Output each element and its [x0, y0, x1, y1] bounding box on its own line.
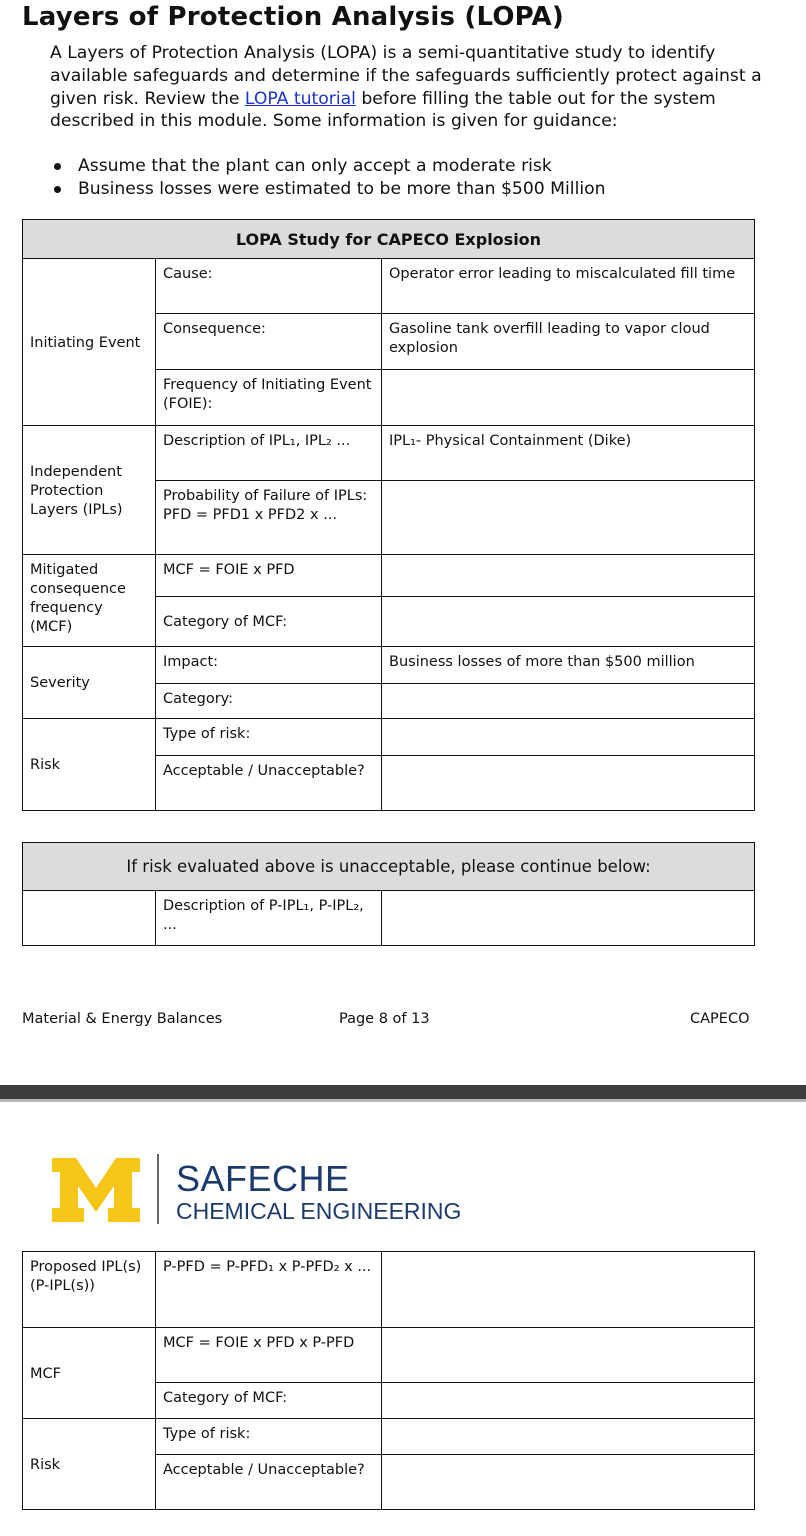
- document-page-2: [0, 1102, 806, 1536]
- risk-type-value[interactable]: [382, 719, 755, 756]
- mcf-value-2[interactable]: [382, 1328, 755, 1383]
- ppfd-formula: P-PFD = P-PFD₁ x P-PFD₂ x ...: [156, 1252, 382, 1328]
- consequence-value[interactable]: Gasoline tank overfill leading to vapor cloud explosion: [382, 314, 755, 370]
- logo-title: SAFECHE: [176, 1158, 350, 1199]
- table-header: LOPA Study for CAPECO Explosion: [23, 220, 755, 259]
- logo-subtitle: CHEMICAL ENGINEERING: [176, 1198, 462, 1224]
- category-label: Category:: [156, 684, 382, 719]
- category-value[interactable]: [382, 684, 755, 719]
- page-title: Layers of Protection Analysis (LOPA): [22, 2, 564, 32]
- mcf-category-label: Category of MCF:: [156, 597, 382, 647]
- foie-value[interactable]: [382, 370, 755, 426]
- mcf-category-value[interactable]: [382, 597, 755, 647]
- footer-left: Material & Energy Balances: [22, 1011, 223, 1027]
- acceptable-label: Acceptable / Unacceptable?: [156, 756, 382, 811]
- initiating-event-label: Initiating Event: [23, 259, 156, 426]
- guidance-list: [50, 155, 606, 201]
- ipl-description-value[interactable]: IPL₁- Physical Containment (Dike): [382, 426, 755, 481]
- block-m-logo-icon: [52, 1158, 140, 1222]
- empty-cell: [23, 891, 156, 946]
- pipl-group-label: Proposed IPL(s) (P-IPL(s)): [23, 1252, 156, 1328]
- mcf-formula-2: MCF = FOIE x PFD x P-PFD: [156, 1328, 382, 1383]
- mcf-group-label: Mitigated consequence frequency (MCF): [23, 555, 156, 647]
- footer-page-number: Page 8 of 13: [339, 1011, 430, 1027]
- unacceptable-risk-table: [22, 842, 755, 946]
- acceptable-value[interactable]: [382, 756, 755, 811]
- ppfd-value[interactable]: [382, 1252, 755, 1328]
- intro-paragraph: [50, 42, 770, 133]
- ipl-description-label: Description of IPL₁, IPL₂ ...: [156, 426, 382, 481]
- severity-group-label: Severity: [23, 647, 156, 719]
- risk-group-label: Risk: [23, 719, 156, 811]
- list-item: Assume that the plant can only accept a moderate risk: [50, 155, 606, 178]
- mcf-category-value-2[interactable]: [382, 1383, 755, 1419]
- impact-label: Impact:: [156, 647, 382, 684]
- pfd-label: [156, 481, 382, 555]
- cause-label: Cause:: [156, 259, 382, 314]
- pipl-description-label: Description of P-IPL₁, P-IPL₂, ...: [156, 891, 382, 946]
- mcf-formula: MCF = FOIE x PFD: [156, 555, 382, 597]
- consequence-label: Consequence:: [156, 314, 382, 370]
- intro-text: A Layers of Protection Analysis (LOPA) is a semi-quantitative study to identify available safeguards and determine if the safeguards sufficiently protect against a given risk. Review the: [50, 43, 762, 109]
- proposed-ipl-table: [22, 1251, 755, 1510]
- pfd-formula: PFD = PFD1 x PFD2 x ...: [163, 507, 337, 523]
- footer-right: CAPECO: [690, 1011, 750, 1027]
- acceptable-value-2[interactable]: [382, 1455, 755, 1510]
- cause-value[interactable]: Operator error leading to miscalculated fill time: [382, 259, 755, 314]
- mcf-category-label-2: Category of MCF:: [156, 1383, 382, 1419]
- impact-value[interactable]: Business losses of more than $500 million: [382, 647, 755, 684]
- page-separator: [0, 1085, 806, 1099]
- pipl-description-value[interactable]: [382, 891, 755, 946]
- pfd-label-text: Probability of Failure of IPLs:: [163, 488, 368, 504]
- lopa-study-table: [22, 219, 755, 811]
- risk-type-value-2[interactable]: [382, 1419, 755, 1455]
- intro-text-continued: before filling the table out for the system described in this module. Some information is given for guidance:: [50, 88, 716, 132]
- logo-divider: [157, 1154, 159, 1224]
- mcf-value[interactable]: [382, 555, 755, 597]
- continue-header: If risk evaluated above is unacceptable, please continue below:: [23, 843, 755, 891]
- pfd-value[interactable]: [382, 481, 755, 555]
- lopa-tutorial-link[interactable]: LOPA tutorial: [244, 88, 356, 109]
- risk-group-label-2: Risk: [23, 1419, 156, 1510]
- ipl-group-label: Independent Protection Layers (IPLs): [23, 426, 156, 555]
- foie-label: Frequency of Initiating Event (FOIE):: [156, 370, 382, 426]
- mcf-group-label-2: MCF: [23, 1328, 156, 1419]
- risk-type-label-2: Type of risk:: [156, 1419, 382, 1455]
- risk-type-label: Type of risk:: [156, 719, 382, 756]
- list-item: Business losses were estimated to be more than $500 Million: [50, 178, 606, 201]
- acceptable-label-2: Acceptable / Unacceptable?: [156, 1455, 382, 1510]
